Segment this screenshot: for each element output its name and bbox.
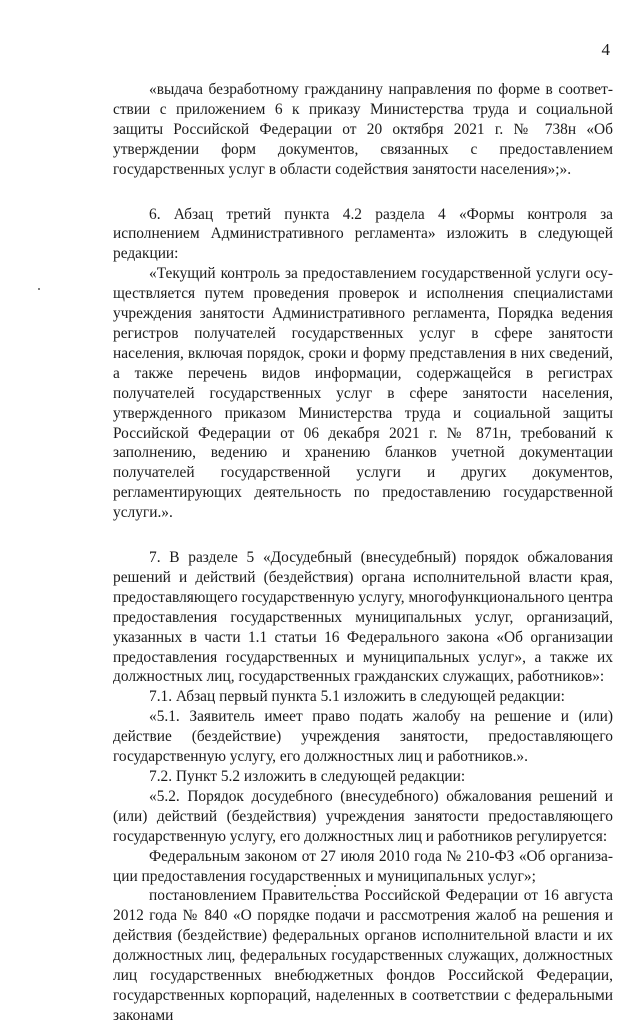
paragraph: 6. Абзац третий пункта 4.2 раздела 4 «Формы контроля за исполнением Административного регламента» изложить в следующей редакции: [113, 205, 613, 263]
paragraph: Федеральным законом от 27 июля 2010 года № 210-ФЗ «Об организации предоставления государственных и муниципальных услуг»; [113, 847, 613, 885]
paragraph: 7.2. Пункт 5.2 изложить в следующей редакции: [149, 768, 466, 785]
paragraph: «5.2. Порядок досудебного (внесудебного) обжалования решений и (или) действий (бездействия) учреждения занятости предоставляющего государственную услугу, его должностных лиц и работников регулируется: [113, 787, 613, 845]
document-body [113, 80, 613, 1026]
scan-speck [334, 885, 336, 887]
paragraph: «5.1. Заявитель имеет право подать жалобу на решение и (или) действие (бездействие) учреждения занятости, предоставляющего государственную услугу, его должностных лиц и работников.». [113, 708, 613, 766]
page-number: 4 [601, 40, 610, 59]
scan-speck [38, 288, 40, 290]
paragraph: 7. В разделе 5 «Досудебный (внесудебный) порядок обжалования решений и действий (бездействия) органа исполнительной власти края, предоставляющего государственную услугу, многофункционального центра предоставления государственных муниципальных услуг, организаций, указанных в части 1.1 статьи 16 Федерального закона «Об организации предоставления государственных и муниципальных услуг», а также их должностных лиц, государственных гражданских служащих, работников»: [113, 549, 613, 686]
paragraph: постановлением Правительства Российской Федерации от 16 августа 2012 года № 840 «О порядке подачи и рассмотрения жалоб на решения и действия (бездействие) федеральных органов исполнительной власти и их должностных лиц, федеральных государственных служащих, должностных лиц государственных внебюджетных фондов Российской Федерации, государственных корпораций, наделенных в соответствии с федеральными законами [113, 887, 613, 1024]
paragraph: «Текущий контроль за предоставлением государственной услуги осуществляется путем проведения проверок и исполнения специалистами учреждения занятости Административного регламента, Порядка ведения регистров получателей государственных услуг в сфере занятости населения, включая порядок, сроки и форму представления в них сведений, а также перечень видов информации, содержащейся в регистрах получателей государственных услуг в сфере занятости населения, утвержденного приказом Министерства труда и социальной защиты Российской Федерации от 06 декабря 2021 г. № 871н, требований к заполнению, ведению и хранению бланков учетной документации получателей государственной услуги и других документов, регламентирующих деятельность по предоставлению государственной услуги.». [113, 265, 613, 522]
paragraph: 7.1. Абзац первый пункта 5.1 изложить в следующей редакции: [149, 688, 565, 706]
paragraph: «выдача безработному гражданину направления по форме в соответствии с приложением 6 к приказу Министерства труда и социальной защиты Российской Федерации от 20 октября 2021 г. № 738н «Об утверждении форм документов, связанных с предоставлением государственных услуг в области содействия занятости населения»;». [113, 81, 613, 178]
